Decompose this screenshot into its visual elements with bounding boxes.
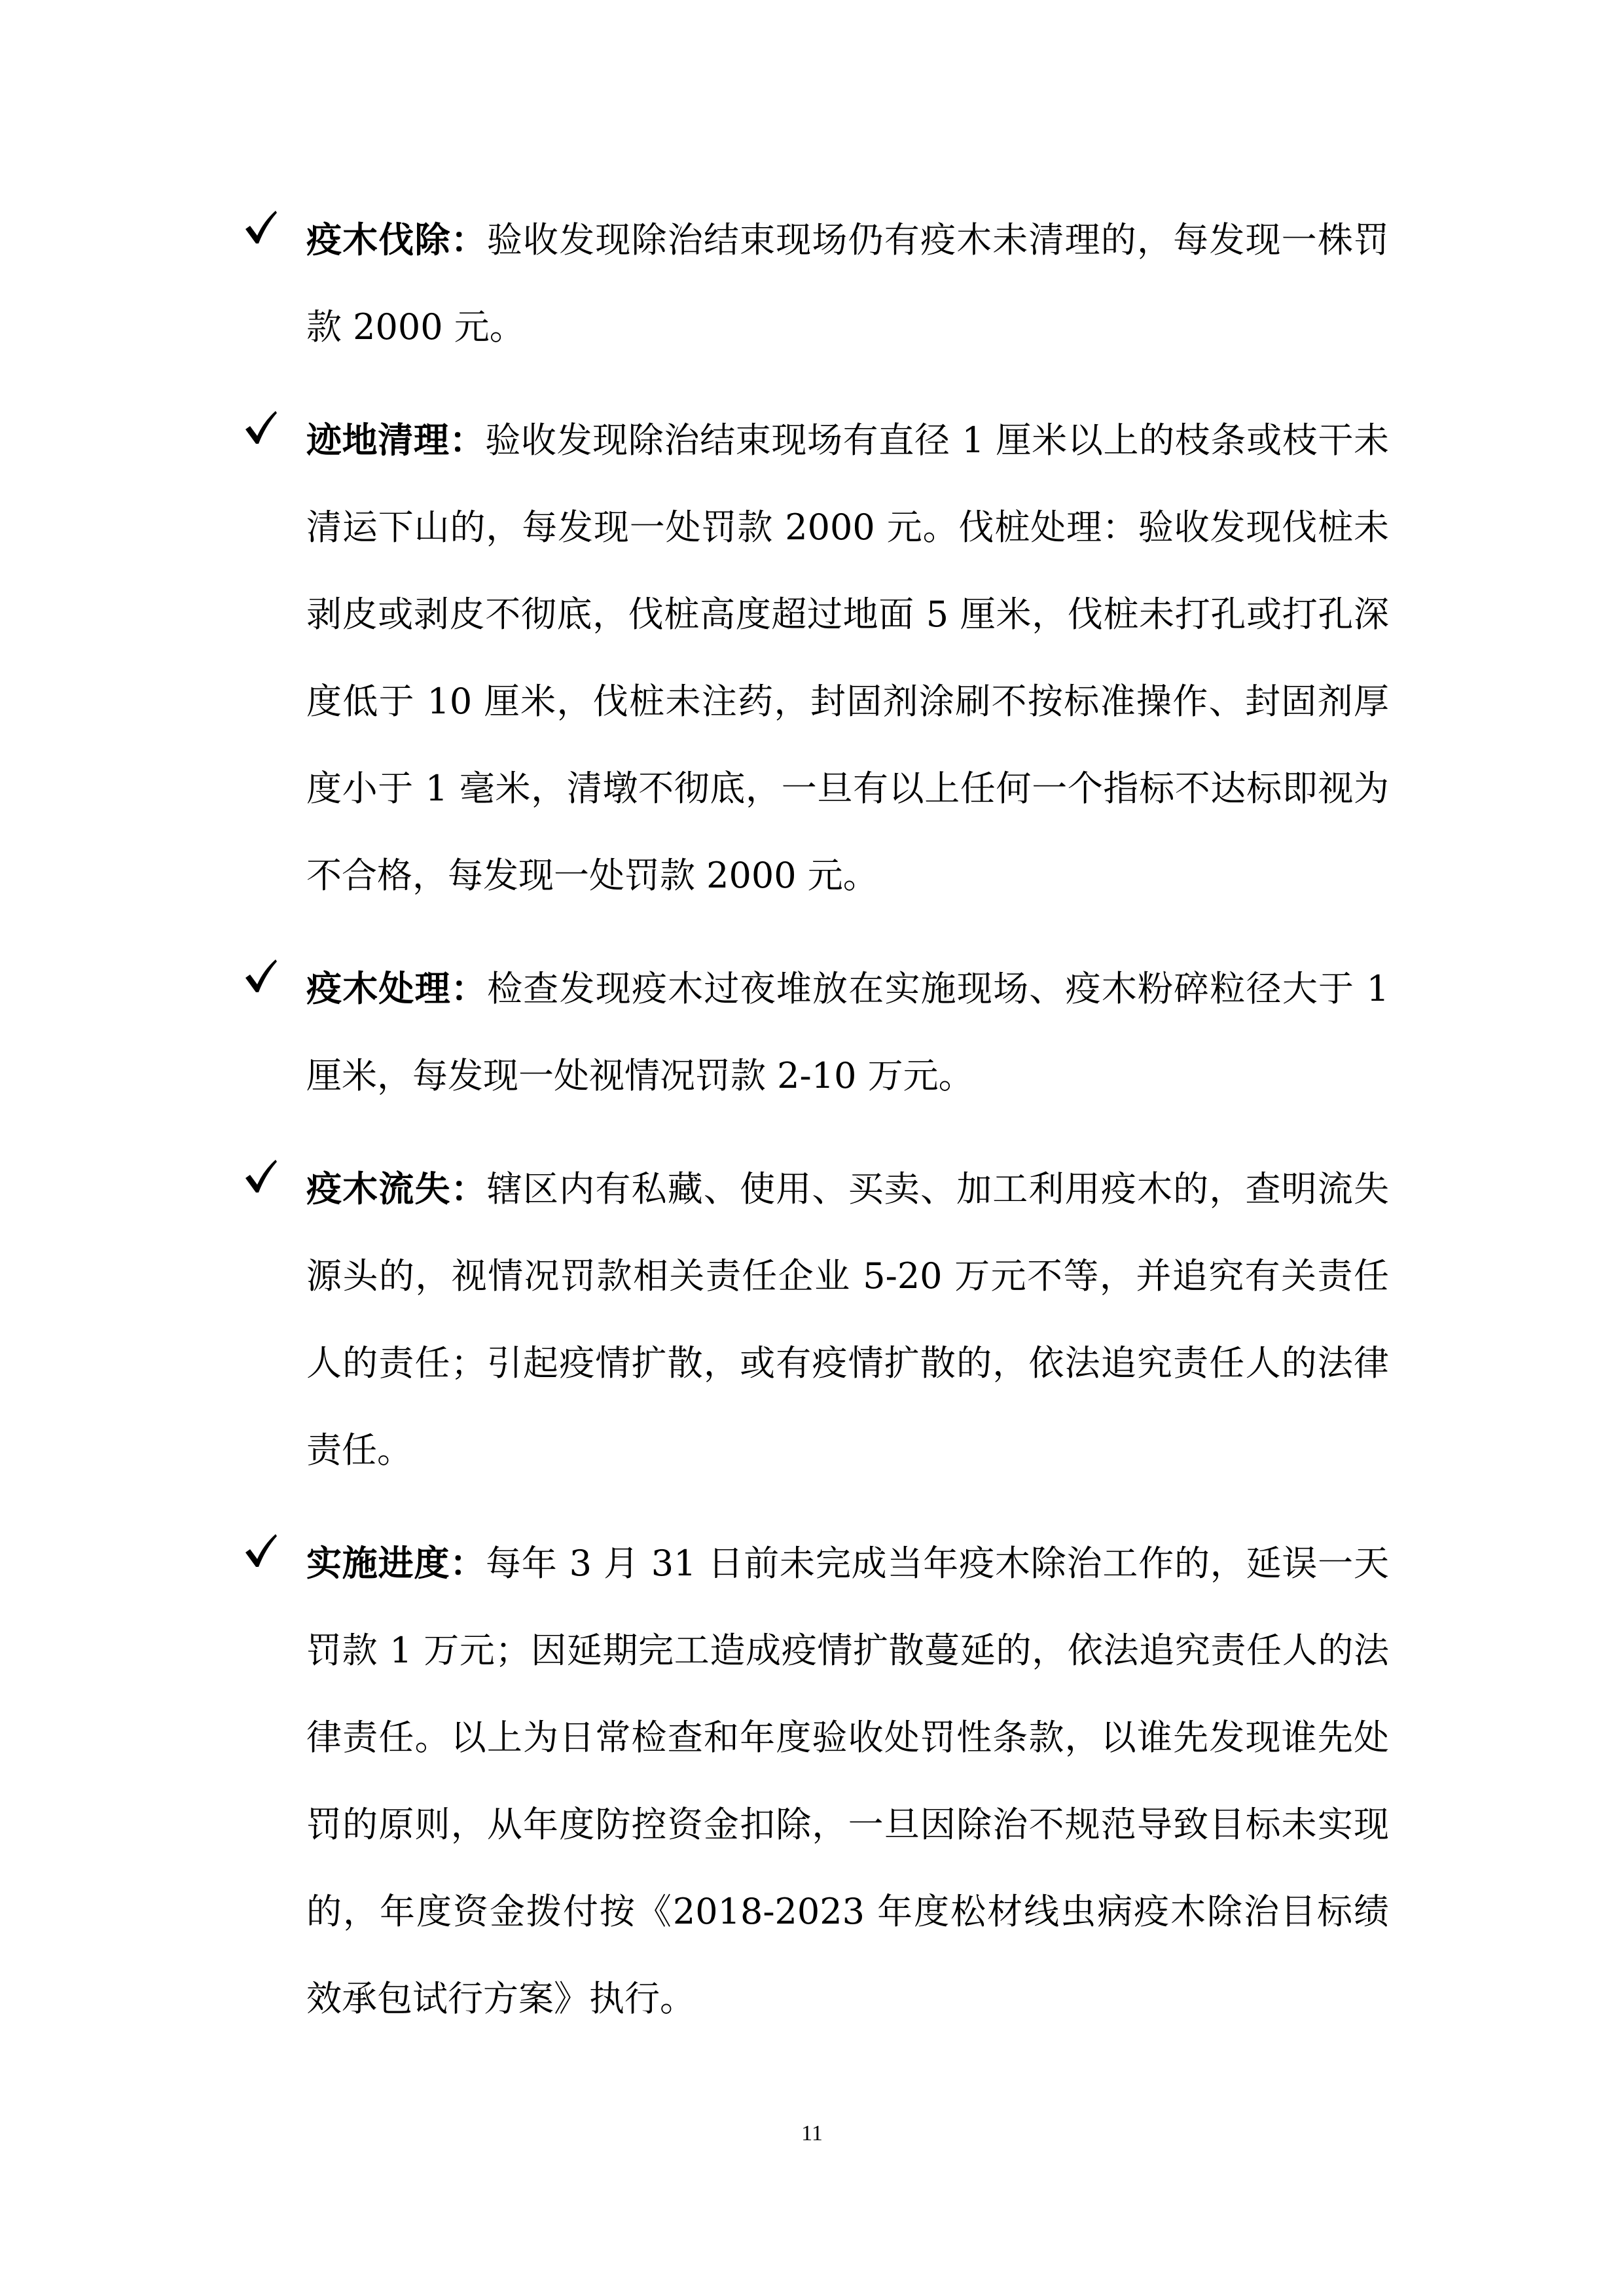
list-item-title: 疫木伐除： — [306, 219, 487, 260]
list-item — [244, 1520, 1389, 2042]
list-item-body: 验收发现除治结束现场有直径 1 厘米以上的枝条或枝干未清运下山的，每发现一处罚款 2000 元。伐桩处理：验收发现伐桩未剥皮或剥皮不彻底，伐桩高度超过地面 5 厘米，伐桩未打孔或打孔深度低于 10 厘米，伐桩未注药，封固剂涂刷不按标准操作、封固剂厚度小于 1 毫米，清墩不彻底，一旦有以上任何一个指标不达标即视为不合格，每发现一处罚款 2000 元。 — [306, 420, 1389, 896]
list-item-title: 疫木流失： — [306, 1168, 487, 1210]
checkmark-icon — [244, 1533, 278, 1568]
checkmark-icon — [244, 1158, 278, 1194]
list-item-title: 实施进度： — [306, 1542, 486, 1584]
list-item-body: 每年 3 月 31 日前未完成当年疫木除治工作的，延误一天罚款 1 万元；因延期完工造成疫情扩散蔓延的，依法追究责任人的法律责任。以上为日常检查和年度验收处罚性条款，以谁先发现谁先处罚的原则，从年度防控资金扣除，一旦因除治不规范导致目标未实现的，年度资金拨付按《2018-2023 年度松材线虫病疫木除治目标绩效承包试行方案》执行。 — [306, 1543, 1389, 2019]
list-item-text — [306, 945, 1389, 1119]
list-item-text — [306, 397, 1389, 919]
list-item-text — [306, 196, 1389, 370]
list-item — [244, 1145, 1389, 1494]
checkmark-icon — [244, 209, 278, 245]
list-item-body: 辖区内有私藏、使用、买卖、加工利用疫木的，查明流失源头的，视情况罚款相关责任企业 5-20 万元不等，并追究有关责任人的责任；引起疫情扩散，或有疫情扩散的，依法追究责任人的法律责任。 — [306, 1168, 1390, 1471]
document-body — [244, 196, 1389, 2068]
list-item-body: 检查发现疫木过夜堆放在实施现场、疫木粉碎粒径大于 1 厘米，每发现一处视情况罚款 2-10 万元。 — [306, 968, 1389, 1096]
list-item — [244, 397, 1389, 919]
checkmark-icon — [244, 958, 278, 994]
list-item-text — [306, 1145, 1389, 1494]
list-item-title: 迹地清理： — [306, 419, 486, 461]
list-item — [244, 945, 1389, 1119]
list-item-body: 验收发现除治结束现场仍有疫木未清理的，每发现一株罚款 2000 元。 — [306, 219, 1390, 348]
list-item — [244, 196, 1389, 370]
page-number: 11 — [801, 2121, 823, 2145]
checkmark-icon — [244, 410, 278, 445]
list-item-text — [306, 1520, 1389, 2042]
list-item-title: 疫木处理： — [306, 967, 488, 1009]
